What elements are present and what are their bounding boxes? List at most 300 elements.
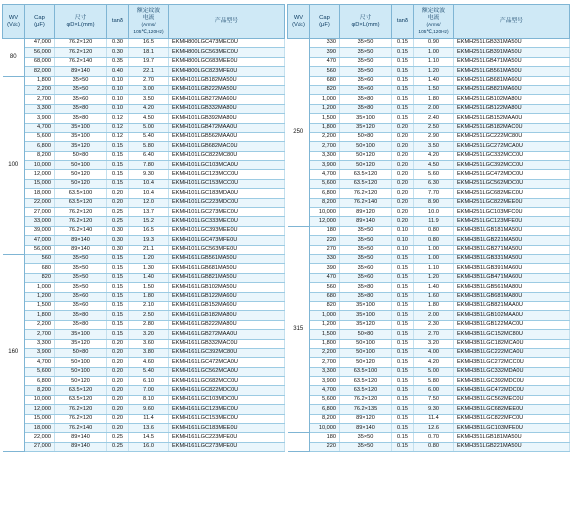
cap-cell: 220 (310, 442, 340, 451)
ripple-cell: 2.50 (414, 123, 454, 132)
ripple-cell: 4.00 (414, 348, 454, 357)
table-row (3, 405, 285, 414)
cap-cell: 2,700 (310, 358, 340, 367)
cap-cell: 22,000 (25, 198, 55, 207)
cap-cell: 15,000 (25, 414, 55, 423)
tan-cell: 0.20 (392, 189, 414, 198)
table-row (3, 311, 285, 320)
size-cell: 35×50 (340, 442, 392, 451)
cap-cell: 33,000 (25, 217, 55, 226)
wv-header-label: WV (8, 14, 19, 21)
ripple-cell: 1.40 (129, 273, 169, 282)
tan-cell: 0.30 (107, 48, 129, 57)
ripple-cell: 0.80 (414, 226, 454, 235)
cap-cell: 1,200 (25, 292, 55, 301)
size-cell: 89×140 (55, 442, 107, 451)
ripple-cell: 3.00 (129, 85, 169, 94)
table-body-right (288, 39, 570, 452)
wv-header (288, 5, 310, 39)
part-cell: EKMH251LGC682MEC0U (454, 189, 570, 198)
table-row (3, 424, 285, 433)
table-row (3, 395, 285, 404)
table-row (288, 414, 570, 423)
size-cell: 35×50 (340, 226, 392, 235)
size-cell: 76.2×140 (55, 226, 107, 235)
part-cell: EKMH3B1LGB331MA50U (454, 254, 570, 263)
table-row (3, 217, 285, 226)
size-cell: 50×100 (340, 142, 392, 151)
tan-cell: 0.15 (107, 292, 129, 301)
cap-cell: 270 (310, 245, 340, 254)
size-cell: 35×60 (340, 273, 392, 282)
tan-cell: 0.12 (107, 123, 129, 132)
table-row (3, 132, 285, 141)
tan-cell: 0.20 (107, 424, 129, 433)
table-row (3, 85, 285, 94)
size-header-label: 尺寸 (359, 14, 372, 21)
size-cell: 63.5×100 (340, 367, 392, 376)
cap-header-label: Cap (34, 14, 45, 21)
tan-cell: 0.15 (392, 386, 414, 395)
size-cell: 35×50 (55, 264, 107, 273)
ripple-cell: 16.0 (129, 442, 169, 451)
tan-cell: 0.20 (392, 132, 414, 141)
ripple-cell: 9.30 (129, 170, 169, 179)
tan-cell: 0.12 (107, 114, 129, 123)
table-row (3, 254, 285, 263)
table-row (288, 405, 570, 414)
ripple-cell: 0.80 (414, 442, 454, 451)
part-cell: EKMH251LGB152MAA0U (454, 114, 570, 123)
ripple-cell: 9.30 (414, 405, 454, 414)
tan-cell: 0.10 (392, 226, 414, 235)
part-cell: EKMH161LGB152MA60U (169, 301, 285, 310)
ripple-cell: 5.00 (414, 367, 454, 376)
ripple-cell: 16.5 (129, 226, 169, 235)
tan-cell: 0.15 (392, 367, 414, 376)
size-cell: 89×140 (55, 236, 107, 245)
ripple-cell: 2.70 (414, 330, 454, 339)
tan-cell: 0.15 (392, 283, 414, 292)
part-cell: EKMH251LGC123MFE0U (454, 217, 570, 226)
tan-cell: 0.15 (392, 301, 414, 310)
tan-cell: 0.15 (392, 48, 414, 57)
cap-cell: 3,900 (25, 348, 55, 357)
ripple-cell: 1.20 (414, 67, 454, 76)
tan-cell: 0.12 (107, 132, 129, 141)
tan-cell: 0.10 (107, 95, 129, 104)
tan-cell: 0.20 (107, 198, 129, 207)
ripple-cell: 4.50 (129, 114, 169, 123)
tan-cell: 0.15 (392, 424, 414, 433)
ripple-cell: 7.00 (129, 386, 169, 395)
size-cell: 63.5×120 (340, 377, 392, 386)
cap-cell: 1,500 (310, 114, 340, 123)
table-row (3, 226, 285, 235)
tan-cell: 0.20 (392, 151, 414, 160)
ripple-cell: 5.40 (129, 132, 169, 141)
tan-cell: 0.15 (107, 179, 129, 188)
ripple-cell: 11.9 (414, 217, 454, 226)
cap-cell: 5,600 (25, 132, 55, 141)
cap-cell: 1,000 (310, 95, 340, 104)
ripple-cell: 3.50 (414, 142, 454, 151)
part-cell: EKMH251LGC272MCA0U (454, 142, 570, 151)
part-cell: EKMH161LGC103MDC0U (169, 395, 285, 404)
ripple-cell: 1.50 (129, 283, 169, 292)
part-cell: EKMH3B1LGC103MFE0U (454, 424, 570, 433)
cap-cell: 10,000 (25, 395, 55, 404)
part-cell: EKMH3B1LGC152MC80U (454, 330, 570, 339)
ripple-cell: 4.60 (129, 358, 169, 367)
tan-cell: 0.15 (392, 273, 414, 282)
table-row (288, 39, 570, 48)
size-cell: 50×120 (55, 179, 107, 188)
part-cell: EKMH161LGB222MA80U (169, 320, 285, 329)
tan-cell: 0.15 (392, 114, 414, 123)
table-row (3, 273, 285, 282)
part-cell: EKMH251LGB122MA80U (454, 104, 570, 113)
cap-header-unit: (μF) (34, 21, 45, 28)
part-cell: EKMH101LGB272MA60U (169, 95, 285, 104)
tan-cell: 0.15 (392, 320, 414, 329)
part-cell: EKMH3B1LGC222MCA0U (454, 348, 570, 357)
cap-cell: 220 (310, 236, 340, 245)
part-cell: EKMH3B1LGB391MA60U (454, 264, 570, 273)
table-row (3, 245, 285, 254)
size-header-unit: φD×L(mm) (66, 21, 95, 28)
tan-cell: 0.15 (107, 330, 129, 339)
size-cell: 35×120 (55, 142, 107, 151)
ripple-cell: 2.50 (129, 311, 169, 320)
cap-cell: 6,800 (310, 189, 340, 198)
part-cell: EKMH251LGB681MA60U (454, 76, 570, 85)
tan-cell: 0.15 (107, 283, 129, 292)
wv-cell: 80 (3, 39, 25, 77)
table-row (3, 386, 285, 395)
cap-cell: 3,900 (310, 161, 340, 170)
ripple-cell: 6.00 (414, 386, 454, 395)
size-cell: 35×50 (340, 48, 392, 57)
cap-cell: 560 (310, 283, 340, 292)
ripple-cell: 1.00 (414, 48, 454, 57)
size-cell: 35×100 (340, 301, 392, 310)
part-cell: EKMH251LGB391MA50U (454, 48, 570, 57)
part-cell: EKMH3B1LGC562MEC0U (454, 395, 570, 404)
table-row (288, 161, 570, 170)
ripple-cell: 7.50 (414, 395, 454, 404)
part-cell: EKMH101LGB562MAA0U (169, 132, 285, 141)
cap-cell: 8,200 (25, 386, 55, 395)
wv-header-unit: (V (7, 21, 13, 28)
ripple-cell: 1.40 (414, 76, 454, 85)
table-row (3, 292, 285, 301)
wv-header-label: WV (293, 14, 304, 21)
tan-cell: 0.25 (107, 217, 129, 226)
ripple-header (414, 5, 454, 39)
tan-cell: 0.15 (107, 273, 129, 282)
ripple-header-cond: 105℃,120Hz) (133, 29, 164, 35)
size-cell: 35×60 (55, 301, 107, 310)
ripple-cell: 8.10 (129, 395, 169, 404)
wv-header-close: ) (17, 21, 20, 28)
cap-cell: 820 (25, 273, 55, 282)
table-row (3, 67, 285, 76)
size-cell: 35×50 (55, 283, 107, 292)
ripple-cell: 2.00 (414, 311, 454, 320)
ripple-cell: 1.80 (129, 292, 169, 301)
cap-cell: 1,000 (310, 311, 340, 320)
size-cell: 35×80 (340, 95, 392, 104)
table-row (288, 76, 570, 85)
part-cell: EKMH3B1LGB681MA80U (454, 292, 570, 301)
size-cell: 35×120 (340, 320, 392, 329)
cap-cell: 8,200 (25, 151, 55, 160)
cap-cell: 2,200 (25, 85, 55, 94)
tan-cell: 0.20 (107, 189, 129, 198)
ripple-cell: 1.80 (414, 301, 454, 310)
ripple-cell: 1.10 (414, 264, 454, 273)
cap-cell: 2,700 (25, 330, 55, 339)
cap-cell: 6,800 (25, 377, 55, 386)
ripple-cell: 9.60 (129, 405, 169, 414)
tan-cell: 0.20 (392, 198, 414, 207)
tan-cell: 0.15 (392, 85, 414, 94)
size-header (340, 5, 392, 39)
cap-cell: 680 (25, 264, 55, 273)
cap-cell: 68,000 (25, 57, 55, 66)
size-cell: 76.2×120 (55, 208, 107, 217)
tan-cell: 0.20 (392, 161, 414, 170)
part-cell: EKMH101LGB182MA50U (169, 76, 285, 85)
ripple-cell: 4.20 (414, 358, 454, 367)
part-cell: EKMH101LGB392MA80U (169, 114, 285, 123)
tan-cell: 0.15 (392, 254, 414, 263)
size-cell: 35×120 (340, 123, 392, 132)
ripple-cell: 3.80 (129, 348, 169, 357)
tan-cell: 0.20 (392, 179, 414, 188)
ripple-cell: 16.5 (129, 39, 169, 48)
ripple-cell: 5.80 (129, 142, 169, 151)
ripple-cell: 12.6 (414, 424, 454, 433)
part-header-label: 产品型号 (214, 18, 239, 24)
cap-cell: 56,000 (25, 245, 55, 254)
ripple-cell: 1.80 (414, 95, 454, 104)
cap-cell: 680 (310, 292, 340, 301)
part-cell: EKMH101LGC822MC80U (169, 151, 285, 160)
part-cell: EKMH251LGC222MC80U (454, 132, 570, 141)
part-cell: EKMH101LGC103MCA0U (169, 161, 285, 170)
ripple-cell: 13.7 (129, 208, 169, 217)
size-cell: 63.5×120 (55, 395, 107, 404)
table-row (288, 208, 570, 217)
part-cell: EKMH101LGC393MEE0U (169, 226, 285, 235)
size-cell: 35×80 (55, 311, 107, 320)
part-cell: EKMH101LGC183MDA0U (169, 189, 285, 198)
table-row (288, 395, 570, 404)
size-cell: 76.2×120 (55, 414, 107, 423)
cap-cell: 180 (310, 433, 340, 442)
part-header (454, 5, 570, 39)
cap-cell: 5,600 (310, 179, 340, 188)
ripple-cell: 1.30 (129, 264, 169, 273)
table-row (288, 367, 570, 376)
cap-cell: 47,000 (25, 39, 55, 48)
size-cell: 50×120 (55, 170, 107, 179)
tan-cell: 0.20 (392, 170, 414, 179)
size-cell: 35×50 (340, 245, 392, 254)
tan-cell: 0.15 (392, 264, 414, 273)
cap-cell: 1,200 (310, 320, 340, 329)
part-cell: EKMH3B1LGB221MA50U (454, 236, 570, 245)
size-cell: 35×80 (55, 104, 107, 113)
part-header-label: 产品型号 (499, 18, 524, 24)
ripple-cell: 10.0 (414, 208, 454, 217)
table-row (288, 95, 570, 104)
table-row (3, 236, 285, 245)
table-row (288, 424, 570, 433)
cap-cell: 4,700 (310, 386, 340, 395)
ripple-cell: 21.1 (129, 245, 169, 254)
tan-cell: 0.25 (107, 442, 129, 451)
size-cell: 50×120 (340, 151, 392, 160)
part-cell: EKMH3B1LGB102MAA0U (454, 311, 570, 320)
tan-cell: 0.15 (107, 311, 129, 320)
part-cell: EKMH3B1LGB471MA60U (454, 273, 570, 282)
cap-cell: 470 (310, 57, 340, 66)
part-cell: EKMH3B1LGB821MAA0U (454, 301, 570, 310)
tan-cell: 0.15 (392, 95, 414, 104)
table-row (3, 104, 285, 113)
tan-cell: 0.15 (392, 104, 414, 113)
ripple-cell: 5.80 (414, 377, 454, 386)
part-cell: EKMH251LGC562MDC0U (454, 179, 570, 188)
part-cell: EKMH251LGC822MEE0U (454, 198, 570, 207)
size-cell: 35×100 (340, 311, 392, 320)
part-cell: EKMH3B1LGC332MDA0U (454, 367, 570, 376)
size-cell: 35×60 (340, 264, 392, 273)
size-cell: 35×50 (55, 85, 107, 94)
table-row (3, 442, 285, 451)
table-row (288, 114, 570, 123)
part-cell: EKMH161LGB122MA60U (169, 292, 285, 301)
size-cell: 50×120 (340, 161, 392, 170)
cap-cell: 39,000 (25, 226, 55, 235)
cap-cell: 1,800 (310, 339, 340, 348)
size-cell: 35×120 (55, 339, 107, 348)
size-cell: 50×100 (340, 339, 392, 348)
size-cell: 63.5×120 (55, 198, 107, 207)
cap-cell: 15,000 (25, 179, 55, 188)
table-row (288, 198, 570, 207)
size-cell: 50×120 (340, 358, 392, 367)
ripple-cell: 15.2 (129, 217, 169, 226)
wv-header-unit: (V (292, 21, 298, 28)
cap-header (25, 5, 55, 39)
table-row (288, 67, 570, 76)
cap-cell: 22,000 (25, 433, 55, 442)
part-cell: EKMH161LGB272MAA0U (169, 330, 285, 339)
ripple-cell: 14.5 (129, 433, 169, 442)
size-cell: 35×100 (55, 123, 107, 132)
part-cell: EKMH161LGB102MA50U (169, 283, 285, 292)
table-row (288, 264, 570, 273)
table-row (288, 189, 570, 198)
ripple-cell: 1.00 (414, 254, 454, 263)
part-cell: EKMH161LGC472MCA0U (169, 358, 285, 367)
size-cell: 76.2×120 (55, 405, 107, 414)
cap-cell: 1,000 (25, 283, 55, 292)
cap-cell: 5,600 (25, 367, 55, 376)
table-row (288, 226, 570, 235)
size-cell: 76.2×120 (55, 39, 107, 48)
part-cell: EKMH101LGC333MEC0U (169, 217, 285, 226)
part-cell: EKMH3B1LGC682MEE0U (454, 405, 570, 414)
tan-cell: 0.20 (107, 395, 129, 404)
tan-cell: 0.15 (392, 330, 414, 339)
ripple-cell: 3.50 (129, 95, 169, 104)
tan-header-label: tanδ (111, 18, 124, 24)
wv-header-close: ) (302, 21, 305, 28)
part-cell: EKMH800LGC823MFE0U (169, 67, 285, 76)
part-cell: EKMH251LGB561MA50U (454, 67, 570, 76)
table-row (288, 311, 570, 320)
size-cell: 35×100 (55, 330, 107, 339)
size-cell: 50×120 (55, 377, 107, 386)
cap-cell: 10,000 (310, 424, 340, 433)
part-cell: EKMH251LGB821MA60U (454, 85, 570, 94)
size-cell: 76.2×140 (55, 424, 107, 433)
tan-cell: 0.20 (392, 208, 414, 217)
cap-cell: 3,900 (310, 377, 340, 386)
size-cell: 35×50 (55, 254, 107, 263)
cap-header (310, 5, 340, 39)
ripple-header-line1: 额定纹波 (136, 7, 161, 14)
cap-cell: 820 (310, 301, 340, 310)
ripple-cell: 2.90 (414, 132, 454, 141)
ripple-cell: 5.40 (129, 367, 169, 376)
table-row (3, 301, 285, 310)
part-cell: EKMH251LGB331MA50U (454, 39, 570, 48)
table-row (288, 442, 570, 451)
cap-cell: 560 (310, 67, 340, 76)
part-cell: EKMH101LGB472MAA0U (169, 123, 285, 132)
tan-cell: 0.20 (107, 367, 129, 376)
size-cell: 63.5×120 (55, 386, 107, 395)
table-row (3, 48, 285, 57)
tan-cell: 0.15 (107, 254, 129, 263)
cap-cell: 1,800 (25, 76, 55, 85)
cap-cell: 1,200 (310, 104, 340, 113)
table-row (288, 236, 570, 245)
table-row (288, 292, 570, 301)
table-row (3, 114, 285, 123)
tan-cell: 0.15 (392, 395, 414, 404)
part-cell: EKMH161LGC223MFE0U (169, 433, 285, 442)
tan-cell: 0.15 (392, 442, 414, 451)
ripple-cell: 2.30 (414, 320, 454, 329)
table-row (3, 367, 285, 376)
cap-cell: 390 (310, 264, 340, 273)
table-row (3, 95, 285, 104)
ripple-cell: 5.00 (129, 123, 169, 132)
part-cell: EKMH101LGC473MFE0U (169, 236, 285, 245)
table-row (3, 208, 285, 217)
cap-cell: 18,000 (25, 424, 55, 433)
size-cell: 50×80 (55, 151, 107, 160)
cap-cell: 8,200 (310, 414, 340, 423)
cap-cell: 1,800 (310, 123, 340, 132)
